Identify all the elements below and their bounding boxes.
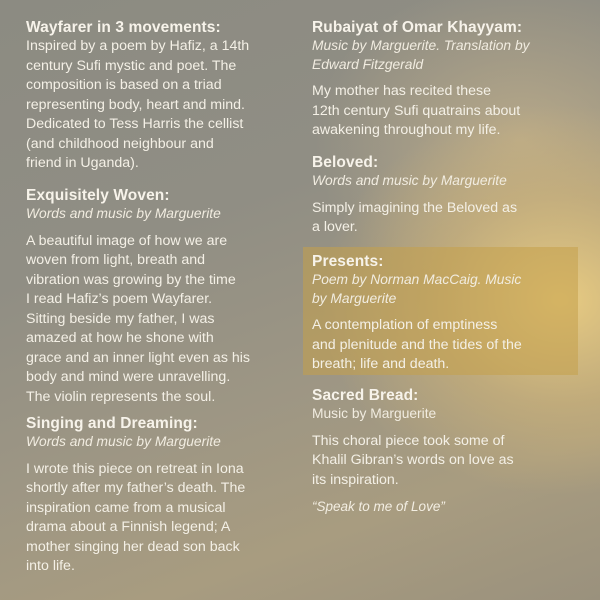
section-quote: “Speak to me of Love” [312,499,445,514]
body-line: its inspiration. [312,471,399,488]
section-credit: Music by Marguerite [312,406,437,421]
body-line: drama about a Finnish legend; A [26,519,231,535]
body-line: friend in Uganda). [26,155,139,171]
body-line: representing body, heart and mind. [26,96,245,113]
body-line: This choral piece took some of [312,432,505,449]
body-line: breath; life and death. [312,356,450,372]
body-line: Dedicated to Tess Harris the cellist [26,116,244,132]
section-credit: Words and music by Marguerite [26,206,221,221]
body-line: A beautiful image of how we are [26,232,228,249]
section-beloved [312,153,517,238]
section-exquisitely-woven [26,186,250,407]
section-presents [312,252,522,375]
body-line: The violin represents the soul. [26,388,216,405]
section-wayfarer [26,18,249,174]
body-line: woven from light, breath and [26,252,206,268]
body-line: a lover. [312,219,358,235]
body-line: mother singing her dead son back [26,538,240,555]
body-line: My mother has recited these [312,83,491,99]
body-line: Khalil Gibran’s words on love as [312,452,514,468]
body-line: Simply imagining the Beloved as [312,199,518,216]
body-line: body and mind were unravelling. [26,369,231,385]
body-line: into life. [26,558,75,574]
section-credit: Poem by Norman MacCaig. Music [312,272,522,287]
body-line: shortly after my father’s death. The [26,480,246,496]
section-title: Beloved: [312,154,379,171]
body-line: awakening throughout my life. [312,122,501,138]
body-line: (and childhood neighbour and [26,135,214,152]
body-line: and plenitude and the tides of the [312,336,522,353]
section-title: Singing and Dreaming: [26,415,198,432]
body-line: composition is based on a triad [26,77,222,93]
section-credit: Edward Fitzgerald [312,56,424,72]
body-line: 12th century Sufi quatrains about [312,102,521,119]
body-line: I wrote this piece on retreat in Iona [26,460,244,477]
section-singing-and-dreaming [26,414,245,577]
section-title: Wayfarer in 3 movements: [26,19,221,36]
section-credit: Music by Marguerite. Translation by [312,38,530,53]
section-credit: Words and music by Marguerite [312,173,507,188]
section-title: Rubaiyat of Omar Khayyam: [312,19,523,36]
body-line: inspiration came from a musical [26,499,226,516]
section-title: Exquisitely Woven: [26,187,170,204]
body-line: amazed at how he shone with [26,330,214,346]
body-line: Sitting beside my father, I was [26,310,215,327]
body-line: I read Hafiz’s poem Wayfarer. [26,291,213,307]
body-line: vibration was growing by the time [26,271,236,288]
body-line: A contemplation of emptiness [312,317,498,333]
section-credit: by Marguerite [312,290,397,306]
section-title: Presents: [312,253,384,270]
section-sacred-bread [312,386,514,516]
body-line: grace and an inner light even as his [26,349,250,366]
section-credit: Words and music by Marguerite [26,434,221,449]
section-rubaiyat [312,18,530,141]
section-title: Sacred Bread: [312,387,419,404]
body-line: century Sufi mystic and poet. The [26,57,237,74]
body-line: Inspired by a poem by Hafiz, a 14th [26,38,250,54]
